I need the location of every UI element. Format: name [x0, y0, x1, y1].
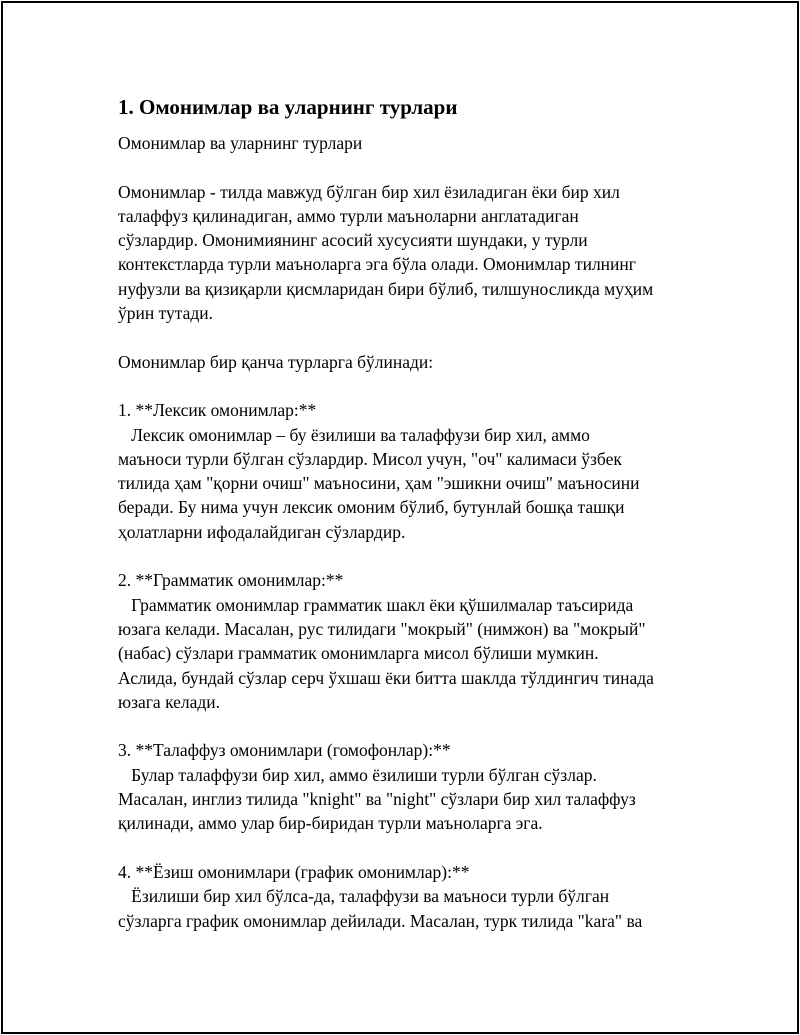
intro-line: контекстларда турли маъноларга эга бўла олади. Омонимлар тилнинг: [118, 254, 636, 275]
section-title: 1. **Лексик омонимлар:**: [118, 400, 317, 421]
paragraph-gap: [118, 544, 698, 568]
paragraph-gap: [118, 714, 698, 738]
section-homographs: [118, 860, 698, 933]
section-line: Масалан, инглиз тилида "knight" ва "night" сўзлари бир хил талаффуз: [118, 789, 636, 810]
section-homophones: [118, 738, 698, 835]
section-title: 3. **Талаффуз омонимлари (гомофонлар):**: [118, 740, 451, 761]
section-line: Лексик омонимлар – бу ёзилиши ва талаффузи бир хил, аммо: [118, 424, 590, 445]
paragraph-gap: [118, 374, 698, 398]
section-line: Аслида, бундай сўзлар серч ўхшаш ёки битта шаклда тўлдингич тинада: [118, 667, 654, 688]
intro-line: талаффуз қилинадиган, аммо турли маъноларни англатадиган: [118, 205, 579, 226]
intro-line: Омонимлар - тилда мавжуд бўлган бир хил ёзиладиган ёки бир хил: [118, 181, 620, 202]
section-line: ҳолатларни ифодалайдиган сўзлардир.: [118, 521, 406, 542]
types-intro: Омонимлар бир қанча турларга бўлинади:: [118, 351, 434, 372]
section-line: тилида ҳам "қорни очиш" маъносини, ҳам "эшикни очиш" маъносини: [118, 473, 640, 494]
section-line: қилинади, аммо улар бир-биридан турли маъноларга эга.: [118, 813, 543, 834]
section-line: сўзларга график омонимлар дейилади. Масалан, турк тилида "kara" ва: [118, 910, 643, 931]
section-title: 2. **Грамматик омонимлар:**: [118, 570, 344, 591]
section-grammatical: [118, 568, 698, 714]
document-heading: 1. Омонимлар ва уларнинг турлари: [118, 95, 458, 119]
paragraph-gap: [118, 325, 698, 349]
section-line: маъноси турли бўлган сўзлардир. Мисол учун, "оч" калимаси ўзбек: [118, 448, 622, 469]
section-line: Булар талаффузи бир хил, аммо ёзилиши турли бўлган сўзлар.: [118, 764, 597, 785]
section-line: юзага келади.: [118, 691, 221, 712]
section-lexical: [118, 398, 698, 544]
document-body: [118, 93, 698, 933]
intro-line: ўрин тутади.: [118, 303, 214, 324]
section-line: (набас) сўзлари грамматик омонимларга мисол бўлиши мумкин.: [118, 643, 599, 664]
intro-line: сўзлардир. Омонимиянинг асосий хусусияти шундаки, у турли: [118, 230, 588, 251]
section-title: 4. **Ёзиш омонимлари (график омонимлар):**: [118, 861, 470, 882]
intro-line: нуфузли ва қизиқарли қисмларидан бири бўлиб, тилшуносликда муҳим: [118, 278, 654, 299]
section-line: Ёзилиши бир хил бўлса-да, талаффузи ва маъноси турли бўлган: [118, 886, 610, 907]
paragraph-gap: [118, 836, 698, 860]
section-line: беради. Бу нима учун лексик омоним бўлиб, бутунлай бошқа ташқи: [118, 497, 625, 518]
document-subtitle: Омонимлар ва уларнинг турлари: [118, 133, 363, 153]
section-line: юзага келади. Масалан, рус тилидаги "мокрый" (нимжон) ва "мокрый": [118, 618, 646, 639]
intro-paragraph: [118, 180, 698, 326]
section-line: Грамматик омонимлар грамматик шакл ёки қўшилмалар таъсирида: [118, 594, 634, 615]
